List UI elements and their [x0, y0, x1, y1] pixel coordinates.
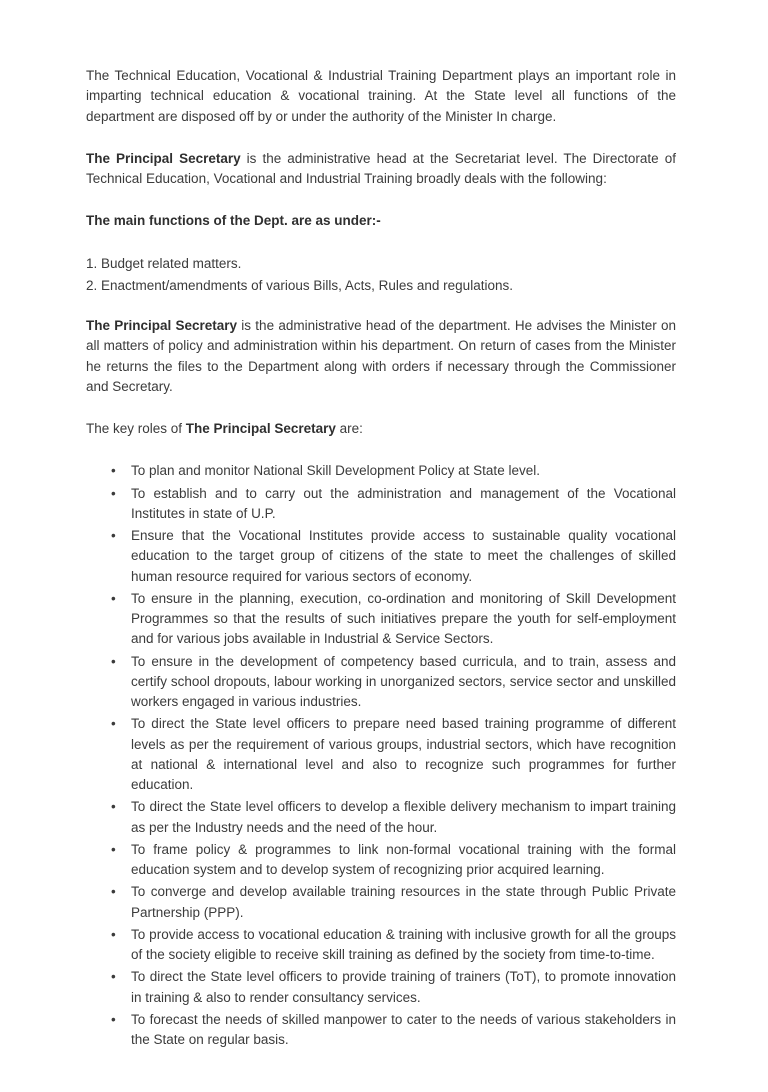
text-run: To provide access to vocational education & training with inclusive growth for all the groups of the society eligible to receive skill training as defined by the society from time-to-time.	[131, 926, 676, 962]
bullet-text	[131, 969, 676, 1004]
bullet-text	[131, 884, 676, 919]
text-run: To forecast the needs of skilled manpower to cater to the needs of various stakeholders in the State on regular basis.	[131, 1011, 676, 1047]
text-run: is the administrative head of the department. He advises the Minister on all matters of policy and administration within his department. On return of cases from the Minister he returns the files to the Department along with orders if necessary through the Commissioner and Secretary.	[86, 318, 676, 394]
document-body	[86, 66, 676, 1050]
bullet-marker: •	[111, 884, 116, 900]
bullet-marker: •	[111, 716, 116, 732]
bold-text-run: The main functions of the Dept. are as under:-	[86, 213, 381, 229]
text-run: To ensure in the planning, execution, co-ordination and monitoring of Skill Development Programmes so that the results of such initiatives prepare the youth for self-employment and for various jobs available in Industrial & Service Sectors.	[131, 590, 676, 647]
bullet-text	[131, 927, 676, 962]
text-run: 1. Budget related matters.	[86, 255, 242, 271]
bullet-marker: •	[111, 969, 116, 985]
text-run: To converge and develop available training resources in the state through Public Private Partnership (PPP).	[131, 884, 676, 920]
bullet-item	[86, 967, 676, 1008]
bullet-marker: •	[111, 841, 116, 857]
bullet-marker: •	[111, 926, 116, 942]
numbered-item	[86, 254, 676, 274]
text-run: are:	[335, 421, 363, 436]
bold-text-run: The Principal Secretary	[86, 318, 238, 333]
bullet-item	[86, 526, 676, 587]
numbered-item	[86, 276, 676, 296]
text-run: To direct the State level officers to prepare need based training programme of different levels as per the requirement of various groups, industrial sectors, which have recognition at national & international level and also to recognize such programmes for further education.	[131, 716, 676, 792]
bullet-text	[131, 591, 676, 647]
paragraph	[86, 149, 676, 190]
text-run: is the administrative head at the Secretariat level. The Directorate of Technical Education, Vocational and Industrial Training broadly deals with the following:	[86, 150, 676, 186]
bullet-text	[131, 654, 676, 710]
text-run: To ensure in the development of competency based curricula, and to train, assess and certify school dropouts, labour working in unorganized sectors, service sector and unskilled workers engaged in various industries.	[131, 653, 676, 709]
bullet-text	[131, 528, 676, 584]
bullet-item	[86, 589, 676, 650]
bullet-item	[86, 1010, 676, 1051]
bold-text-run: The Principal Secretary	[86, 150, 241, 166]
bold-text-run: The Principal Secretary	[185, 421, 336, 436]
bullet-item	[86, 797, 676, 838]
bullet-marker: •	[111, 653, 116, 669]
bullet-item	[86, 925, 676, 966]
bullet-marker: •	[111, 799, 116, 815]
bullet-item	[86, 714, 676, 795]
text-run: Ensure that the Vocational Institutes provide access to sustainable quality vocational education to the target group of citizens of the state to meet the challenges of skilled human resource required for various sectors of economy.	[131, 528, 676, 584]
bullet-item	[86, 652, 676, 713]
bullet-item	[86, 461, 676, 481]
text-run: The Technical Education, Vocational & Industrial Training Department plays an important role in imparting technical education & vocational training. At the State level all functions of the department are disposed off by or under the authority of the Minister In charge.	[86, 68, 676, 124]
bullet-text	[131, 486, 676, 521]
bullet-item	[86, 840, 676, 881]
paragraph	[86, 66, 676, 127]
paragraph	[86, 419, 676, 439]
text-run: To plan and monitor National Skill Development Policy at State level.	[131, 463, 540, 479]
text-run: To frame policy & programmes to link non-formal vocational training with the formal education system and to develop system of recognizing prior acquired learning.	[131, 841, 676, 877]
text-run: To direct the State level officers to provide training of trainers (ToT), to promote innovation in training & also to render consultancy services.	[131, 969, 676, 1005]
bullet-text	[131, 1012, 676, 1047]
text-run: To direct the State level officers to develop a flexible delivery mechanism to impart training as per the Industry needs and the need of the hour.	[131, 799, 676, 835]
bullet-text	[131, 842, 676, 877]
bullet-text	[131, 799, 676, 834]
bullet-marker: •	[111, 485, 116, 501]
text-run: The key roles of	[86, 421, 186, 436]
text-run: 2. Enactment/amendments of various Bills, Acts, Rules and regulations.	[86, 277, 513, 293]
bullet-marker: •	[111, 1011, 116, 1027]
bullet-marker: •	[111, 463, 116, 479]
paragraph	[86, 316, 676, 397]
text-run: To establish and to carry out the administration and management of the Vocational Institutes in state of U.P.	[131, 485, 676, 521]
section-heading	[86, 211, 676, 231]
bullet-item	[86, 484, 676, 525]
bullet-text	[131, 716, 676, 792]
bullet-item	[86, 882, 676, 923]
bullet-text	[131, 463, 540, 478]
bullet-marker: •	[111, 590, 116, 606]
bullet-marker: •	[111, 528, 116, 543]
